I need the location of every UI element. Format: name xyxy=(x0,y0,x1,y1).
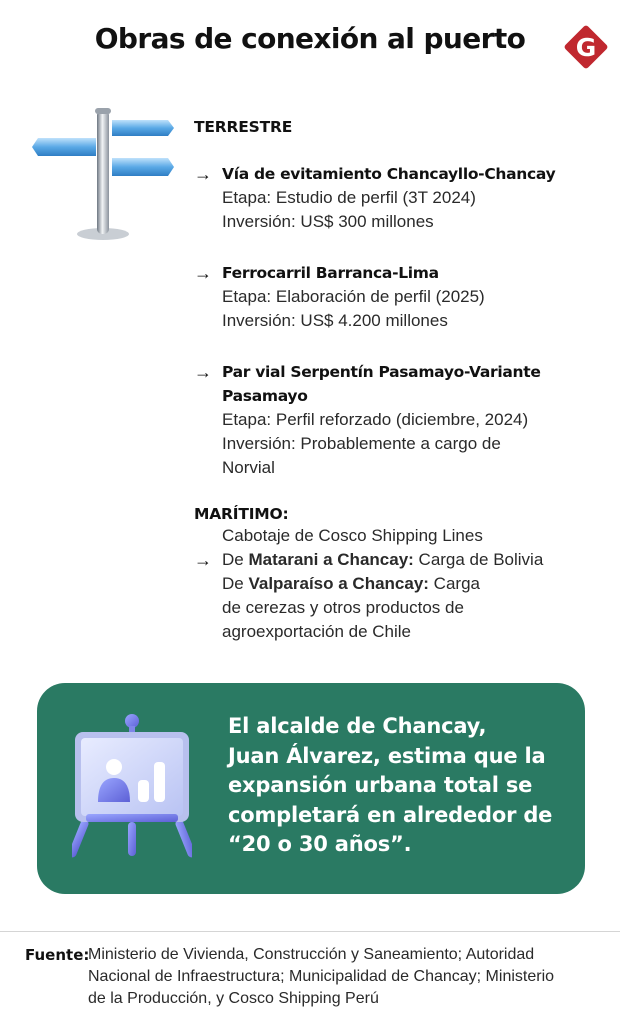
project-title: Vía de evitamiento Chancayllo-Chancay xyxy=(222,165,556,183)
project-stage: Etapa: Elaboración de perfil (2025) xyxy=(222,287,485,306)
project-item xyxy=(194,360,614,480)
section-heading-terrestre: TERRESTRE xyxy=(194,118,293,136)
maritime-line: de cerezas y otros productos de xyxy=(222,598,464,617)
logo-letter: G xyxy=(575,33,597,62)
project-title-continued: Pasamayo xyxy=(222,387,308,405)
project-item xyxy=(194,162,614,234)
section-heading-maritimo: MARÍTIMO: xyxy=(194,505,289,523)
maritime-item xyxy=(194,524,614,644)
arrow-right-icon: → xyxy=(194,263,212,283)
project-item xyxy=(194,261,614,333)
project-investment: Inversión: US$ 4.200 millones xyxy=(222,311,448,330)
project-stage: Etapa: Perfil reforzado (diciembre, 2024) xyxy=(222,410,529,429)
divider xyxy=(0,931,620,932)
source-line: Ministerio de Vivienda, Construcción y Saneamiento; Autoridad xyxy=(88,946,535,963)
source-label: Fuente: xyxy=(25,946,90,964)
quote-text xyxy=(228,712,568,860)
project-investment: Inversión: Probablemente a cargo de xyxy=(222,434,501,453)
project-investment: Inversión: US$ 300 millones xyxy=(222,212,434,231)
maritime-line: agroexportación de Chile xyxy=(222,622,412,641)
quote-line: El alcalde de Chancay, xyxy=(228,714,487,738)
quote-line: completará en alrededor de xyxy=(228,802,553,827)
page-title: Obras de conexión al puerto xyxy=(94,22,526,55)
project-stage: Etapa: Estudio de perfil (3T 2024) xyxy=(222,188,476,207)
maritime-line: Cabotaje de Cosco Shipping Lines xyxy=(222,526,483,545)
source-note xyxy=(25,944,605,1010)
project-title: Par vial Serpentín Pasamayo-Variante xyxy=(222,363,541,381)
presentation-board-icon xyxy=(72,712,192,872)
source-line: de la Producción, y Cosco Shipping Perú xyxy=(88,990,379,1007)
gestion-logo-icon xyxy=(561,22,611,72)
project-list xyxy=(194,118,614,644)
maritime-route: De Valparaíso a Chancay: Carga xyxy=(222,574,480,593)
project-title: Ferrocarril Barranca-Lima xyxy=(222,264,439,282)
source-line: Nacional de Infraestructura; Municipalidad de Chancay; Ministerio xyxy=(88,968,555,985)
arrow-right-icon: → xyxy=(194,164,212,184)
arrow-right-icon: → xyxy=(194,362,212,382)
maritime-route: De Matarani a Chancay: Carga de Bolivia xyxy=(222,550,544,569)
quote-line: Juan Álvarez, estima que la xyxy=(228,743,546,768)
quote-line: expansión urbana total se xyxy=(228,773,533,797)
quote-line: “20 o 30 años”. xyxy=(228,832,412,856)
signpost-icon xyxy=(28,106,178,244)
arrow-right-icon: → xyxy=(194,550,212,570)
project-investment-continued: Norvial xyxy=(222,458,275,477)
